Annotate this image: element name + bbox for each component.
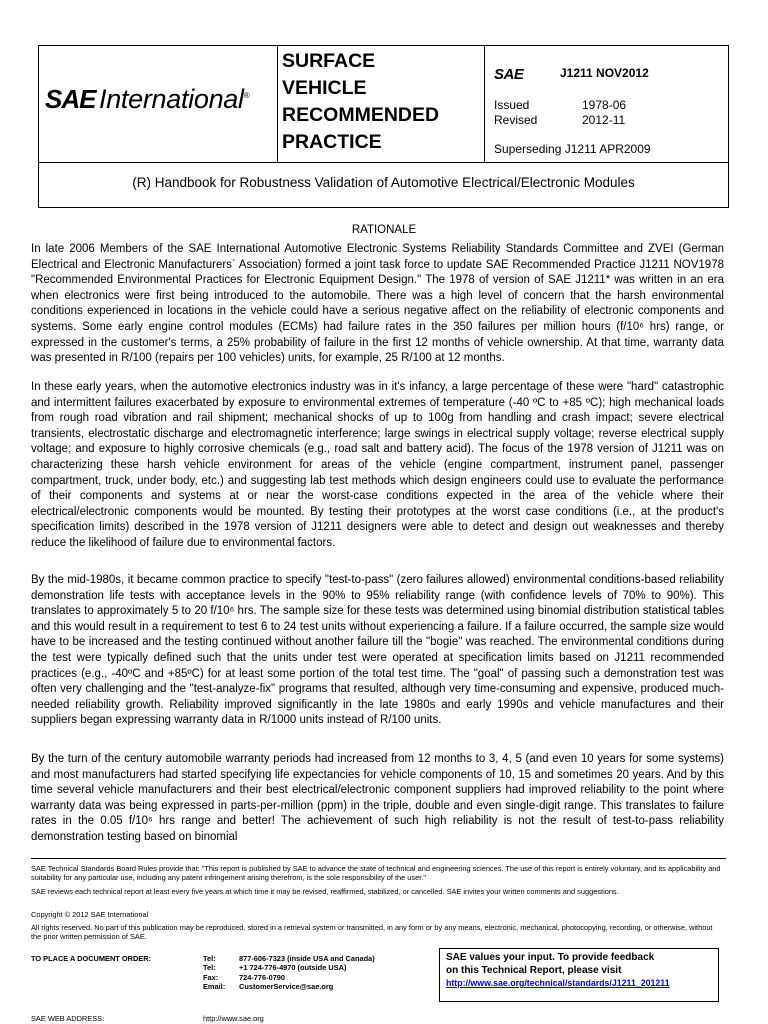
header-divider <box>39 162 728 163</box>
issued-value: 1978-06 <box>582 98 627 112</box>
contact-tel-intl: +1 724-776-4970 (outside USA) <box>239 963 347 973</box>
paragraph-text: By the turn of the century automobile warranty periods had increased from 12 months to 3, 4, 5 (and even 10 years for some systems) and most manufacturers had started specifying life expectancies for vehicle components of 10, 15 and sometimes 20 years. And by this time several vehicle manufacturers and their best electrical/electronic component suppliers had improved reliability to the point where warranty data was being expressed in parts-per-million (ppm) in the triple, double and even single-digit range. This translates to failure rates in the 0.05 f/10⁶ hrs range and better! The achievement of such high reliability is not the result of test-to-pass reliability demonstration testing based on binomial <box>31 753 724 843</box>
paragraph <box>31 573 724 729</box>
revised-value: 2012-11 <box>582 113 626 127</box>
paragraph <box>31 752 724 846</box>
feedback-text: SAE values your input. To provide feedback <box>446 952 655 963</box>
feedback-box <box>439 948 719 1002</box>
rights-notice: All rights reserved. No part of this publication may be reproduced, stored in a retrieval system or transmitted, in any form or by any means, electronic, mechanical, photocopying, recording, or otherwise, without the prior written permission of SAE. <box>31 923 713 942</box>
contact-label: Fax: <box>203 972 219 982</box>
title-line: SURFACE <box>282 50 376 72</box>
issued-label: Issued <box>494 98 530 112</box>
feedback-link[interactable]: http://www.sae.org/technical/standards/J1211_201211 <box>446 978 670 988</box>
contact-fax: 724-776-0790 <box>239 972 286 982</box>
logo-international-text: International <box>99 84 244 114</box>
contact-label: Tel: <box>203 954 216 963</box>
revised-label: Revised <box>494 113 538 127</box>
document-header <box>38 45 729 208</box>
contact-tel-usa: 877-606-7323 (inside USA and Canada) <box>239 954 375 963</box>
web-address-link[interactable]: http://www.sae.org <box>203 1014 264 1023</box>
header-divider <box>277 46 278 162</box>
sae-small-logo: SAE <box>494 66 524 83</box>
header-divider <box>484 46 485 162</box>
footer-divider <box>31 858 726 859</box>
paragraph-text: In these early years, when the automotive electronics industry was in it's infancy, a large percentage of these were "hard" catastrophic and intermittent failures exacerbated by exposure to environmental extremes of temperature (-40 ºC to +85 ºC); high mechanical loads from rough road vibration and rail shipment; mechanical shocks of up to 100g from handling and crash impact; severe electrical transients, electrostatic discharge and electromagnetic interference; large swings in electrical supply voltage; reverse electrical supply voltage; and exposure to highly corrosive chemicals (e.g., road salt and battery acid). The focus of the 1978 version of J1211 was on characterizing these harsh vehicle environment for areas of the vehicle (engine compartment, instrument panel, passenger compartment, truck, under body, etc.) and suggesting lab test methods which design engineers could use to evaluate the performance of their components and systems at or near the worst-case conditions expected in the area of the vehicle where their electrical/electronic components would be mounted. By testing their prototypes at the worst case conditions (i.e., at the product's specification limits) described in the 1978 version of J1211 designers were able to detect and design out weaknesses and thereby reduce the likelihood of failure due to environmental factors. <box>31 381 724 549</box>
order-label: TO PLACE A DOCUMENT ORDER: <box>31 954 152 963</box>
document-type-title <box>282 48 439 156</box>
title-line: VEHICLE <box>282 77 367 99</box>
paragraph-text: In late 2006 Members of the SAE International Automotive Electronic Systems Reliability Standards Committee and ZVEI (German Electrical and Electronic Manufacturers` Association) formed a joint task force to update SAE Recommended Practice J1211 NOV1978 "Recommended Environmental Practices for Electronic Equipment Design." The 1978 of version of SAE J1211* was written in an era when electronics were first being introduced to the automobile. There was a high level of concern that the harsh environmental conditions experienced in locations in the vehicle could have a serious negative affect on the reliability of electronic components and systems. Some early engine control modules (ECMs) had failure rates in the 350 failures per million hours (f/10⁶ hrs) range, or expressed in the customer's terms, a 25% probability of failure in the first 12 months of vehicle ownership. At that time, warranty data was presented in R/100 (repairs per 100 vehicles) units, for example, 25 R/100 at 12 months. <box>31 243 724 365</box>
copyright-notice: Copyright © 2012 SAE International <box>31 910 149 919</box>
contact-label: Tel: <box>203 963 216 973</box>
section-heading: RATIONALE <box>351 224 417 236</box>
contact-values <box>239 954 469 991</box>
contact-labels <box>203 954 243 991</box>
feedback-text: on this Technical Report, please visit <box>446 964 622 976</box>
document-number: J1211 NOV2012 <box>560 66 649 80</box>
sae-logo-wordmark <box>99 84 249 115</box>
web-address-label: SAE WEB ADDRESS: <box>31 1014 105 1023</box>
document-subtitle: (R) Handbook for Robustness Validation of Automotive Electrical/Electronic Modules <box>132 175 635 190</box>
contact-email[interactable]: CustomerService@sae.org <box>239 981 334 991</box>
paragraph-text: By the mid-1980s, it became common practice to specify "test-to-pass" (zero failures allowed) environmental conditions-based reliability demonstration life tests with acceptance levels in the 90% to 95% reliability range (with confidence levels of 70% to 90%). This translates to approximately 5 to 20 f/10⁶ hrs. The sample size for these tests was determined using binomial distribution statistical tables and this would result in a requirement to test 6 to 24 test units without experiencing a failure. If a failure occurred, the sample size would have to be increased and the testing continued without another failure till the "bogie" was reached. The environmental conditions during the test were typically defined such that the units under test were operated at specification limits based on J1211 recommended practices (e.g., -40ºC and +85ºC) for at least some portion of the total test time. The "goal" of passing such a demonstration test was often very challenging and the "test-analyze-fix" programs that resulted, although very time-consuming and expensive, produced much-needed reliability growth. Reliability improved significantly in the late 1980s and early 1990s and vehicle manufactures and their suppliers began expressing warranty data in R/1000 units instead of R/100 units. <box>31 574 724 727</box>
board-rules-notice: SAE Technical Standards Board Rules provide that: "This report is published by SAE to advance the state of technical and engineering sciences. The use of this report is entirely voluntary, and its applicability and suitability for any particular use, including any patent infringement arising therefrom, is the sole responsibility of the user." <box>31 864 721 883</box>
title-line: RECOMMENDED <box>282 104 440 126</box>
superseding-note: Superseding J1211 APR2009 <box>494 142 651 156</box>
title-line: PRACTICE <box>282 131 382 153</box>
sae-logo-mark: SAE <box>45 84 96 114</box>
contact-label: Email: <box>203 981 226 991</box>
paragraph <box>31 242 724 367</box>
review-notice: SAE reviews each technical report at least every five years at which time it may be revised, reaffirmed, stabilized, or cancelled. SAE invites your written comments and suggestions. <box>31 887 619 896</box>
paragraph <box>31 380 724 552</box>
registered-mark: ® <box>243 91 250 100</box>
